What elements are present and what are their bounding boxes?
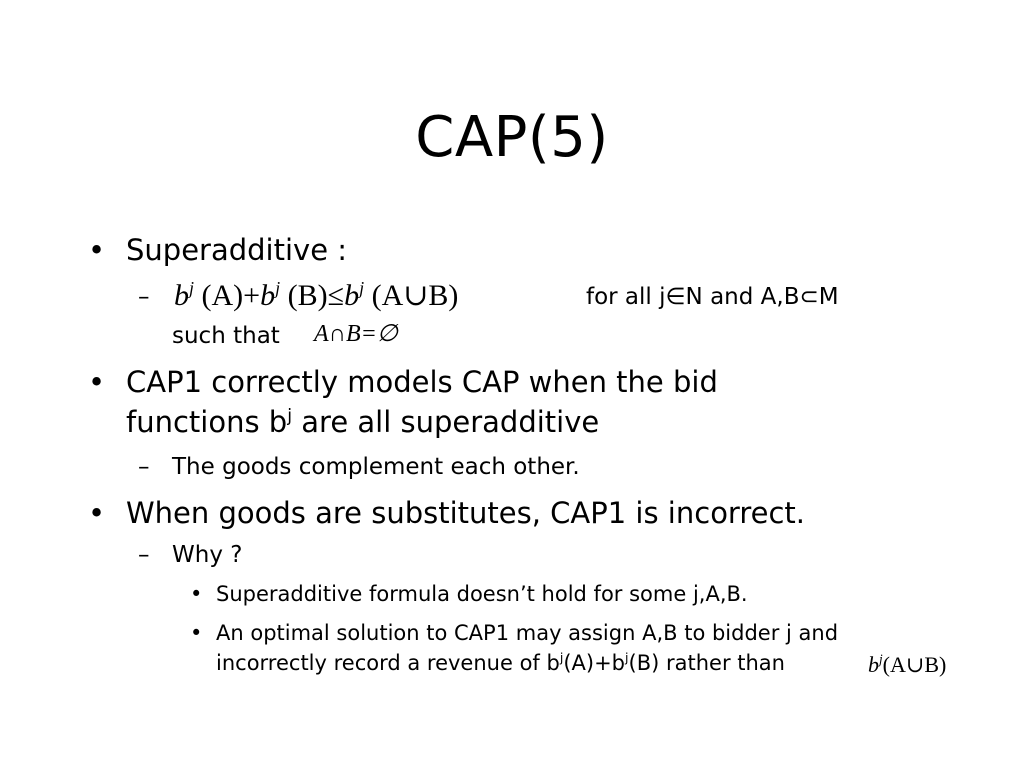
sub-why: Why ? [172, 542, 243, 568]
slide-title: CAP(5) [415, 105, 609, 170]
formula-condition: for all j∈N and A,B⊂M [586, 284, 839, 310]
such-that-label: such that [172, 323, 280, 349]
sub-item-formula-fails: Superadditive formula doesn’t hold for some j,A,B. [216, 582, 748, 606]
bullet-superadditive: Superadditive : [126, 233, 348, 267]
sub-goods-complement: The goods complement each other. [172, 454, 580, 480]
bullet-cap1-correct-line2: functions $b^j$ are all superadditive [126, 405, 600, 439]
bullet-marker: • [88, 496, 106, 530]
union-formula: $b^j(A\cup B)$ [868, 651, 947, 677]
disjoint-formula: A∩B=∅ [314, 321, 398, 347]
superadditive-formula: $b^j$ $(A)+b^j$ $(B)\le b^j$ (A∪B) [174, 278, 459, 312]
bullet-substitutes: When goods are substitutes, CAP1 is incorrect. [126, 496, 806, 530]
dash-marker: – [138, 454, 150, 480]
sub-item-optimal-line2: incorrectly record a revenue of $b^j(A)+b^j(B)$ rather than [216, 650, 785, 675]
bullet-marker: • [88, 233, 106, 267]
bullet-marker: • [190, 582, 203, 606]
bullet-cap1-correct-line1: CAP1 correctly models CAP when the bid [126, 365, 718, 399]
bullet-marker: • [190, 621, 203, 645]
dash-marker: – [138, 284, 150, 310]
dash-marker: – [138, 542, 150, 568]
sub-item-optimal-line1: An optimal solution to CAP1 may assign A,B to bidder j and [216, 621, 839, 645]
bullet-marker: • [88, 365, 106, 399]
